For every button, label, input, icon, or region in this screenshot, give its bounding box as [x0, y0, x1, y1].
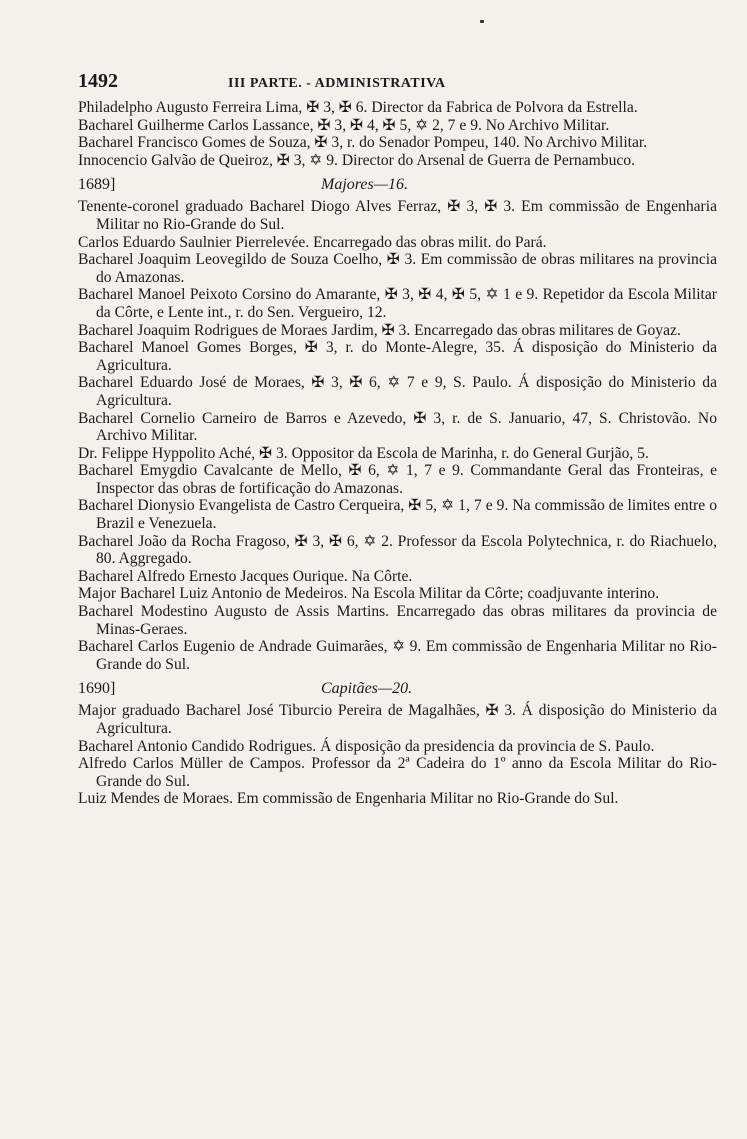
running-title: III PARTE. - ADMINISTRATIVA — [228, 76, 446, 91]
roster-entry: Bacharel Alfredo Ernesto Jacques Ourique. Na Côrte. — [78, 567, 413, 585]
roster-entry: Bacharel Modestino Augusto de Assis Martins. Encarregado das obras militares da provincia de Minas-Geraes. — [78, 603, 717, 638]
roster-entry: Innocencio Galvão de Queiroz, ✠ 3, ✡ 9. Director do Arsenal de Guerra de Pernambuco. — [78, 151, 635, 169]
section-number: 1689] — [78, 176, 116, 194]
roster-entry: Bacharel Guilherme Carlos Lassance, ✠ 3, ✠ 4, ✠ 5, ✡ 2, 7 e 9. No Archivo Militar. — [78, 116, 610, 134]
roster-entry: Philadelpho Augusto Ferreira Lima, ✠ 3, ✠ 6. Director da Fabrica de Polvora da Estrella. — [78, 99, 638, 116]
roster-entry: Alfredo Carlos Müller de Campos. Professor da 2ª Cadeira do 1º anno da Escola Militar do Rio-Grande do Sul. — [78, 755, 717, 790]
section-number: 1690] — [78, 680, 116, 698]
section-title: Capitães—20. — [321, 680, 413, 698]
ink-speck — [480, 20, 484, 23]
page-header — [78, 70, 717, 93]
roster-entry: Bacharel Carlos Eugenio de Andrade Guimarães, ✡ 9. Em commissão de Engenharia Militar no Rio-Grande do Sul. — [78, 638, 717, 673]
roster-entry: Tenente-coronel graduado Bacharel Diogo Alves Ferraz, ✠ 3, ✠ 3. Em commissão de Engenharia Militar no Rio-Grande do Sul. — [78, 198, 717, 233]
roster-entry: Major Bacharel Luiz Antonio de Medeiros. Na Escola Militar da Côrte; coadjuvante interino. — [78, 585, 660, 603]
roster-entry: Bacharel Dionysio Evangelista de Castro Cerqueira, ✠ 5, ✡ 1, 7 e 9. Na commissão de limites entre o Brazil e Venezuela. — [78, 497, 717, 533]
roster-entry: Major graduado Bacharel José Tiburcio Pereira de Magalhães, ✠ 3. Á disposição do Ministerio da Agricultura. — [78, 702, 717, 737]
roster-entry: Dr. Felippe Hyppolito Aché, ✠ 3. Oppositor da Escola de Marinha, r. do General Gurjão, 5. — [78, 444, 649, 462]
roster-entry: Bacharel João da Rocha Fragoso, ✠ 3, ✠ 6, ✡ 2. Professor da Escola Polytechnica, r. do Riachuelo, 80. Aggregado. — [78, 532, 717, 568]
roster-entry: Bacharel Manoel Gomes Borges, ✠ 3, r. do Monte-Alegre, 35. Á disposição do Ministerio da Agricultura. — [78, 339, 717, 374]
roster-entry: Bacharel Eduardo José de Moraes, ✠ 3, ✠ 6, ✡ 7 e 9, S. Paulo. Á disposição do Ministerio da Agricultura. — [78, 374, 717, 409]
roster-entry: Bacharel Manoel Peixoto Corsino do Amarante, ✠ 3, ✠ 4, ✠ 5, ✡ 1 e 9. Repetidor da Escola Militar da Côrte, e Lente int., r. do Sen. Vergueiro, 12. — [78, 286, 717, 321]
roster-entry: Bacharel Francisco Gomes de Souza, ✠ 3, r. do Senador Pompeu, 140. No Archivo Militar. — [78, 134, 648, 152]
section-title: Majores—16. — [321, 176, 408, 194]
roster-entry: Luiz Mendes de Moraes. Em commissão de Engenharia Militar no Rio-Grande do Sul. — [78, 790, 619, 808]
roster-entry: Bacharel Joaquim Leovegildo de Souza Coelho, ✠ 3. Em commissão de obras militares na provincia do Amazonas. — [78, 251, 717, 286]
section-heading — [78, 679, 717, 699]
page-content — [78, 99, 717, 808]
page-number: 1492 — [78, 70, 118, 92]
roster-entry: Bacharel Antonio Candido Rodrigues. Á disposição da presidencia da provincia de S. Paulo. — [78, 737, 655, 755]
roster-entry: Bacharel Joaquim Rodrigues de Moraes Jardim, ✠ 3. Encarregado das obras militares de Goyaz. — [78, 321, 681, 339]
roster-entry: Bacharel Emygdio Cavalcante de Mello, ✠ 6, ✡ 1, 7 e 9. Commandante Geral das Fronteiras, e Inspector das obras de fortificação do Amazonas. — [78, 462, 717, 497]
roster-entry: Bacharel Cornelio Carneiro de Barros e Azevedo, ✠ 3, r. de S. Januario, 47, S. Christovão. No Archivo Militar. — [78, 409, 717, 445]
roster-entry: Carlos Eduardo Saulnier Pierrelevée. Encarregado das obras milit. do Pará. — [78, 233, 547, 251]
section-heading — [78, 175, 717, 195]
